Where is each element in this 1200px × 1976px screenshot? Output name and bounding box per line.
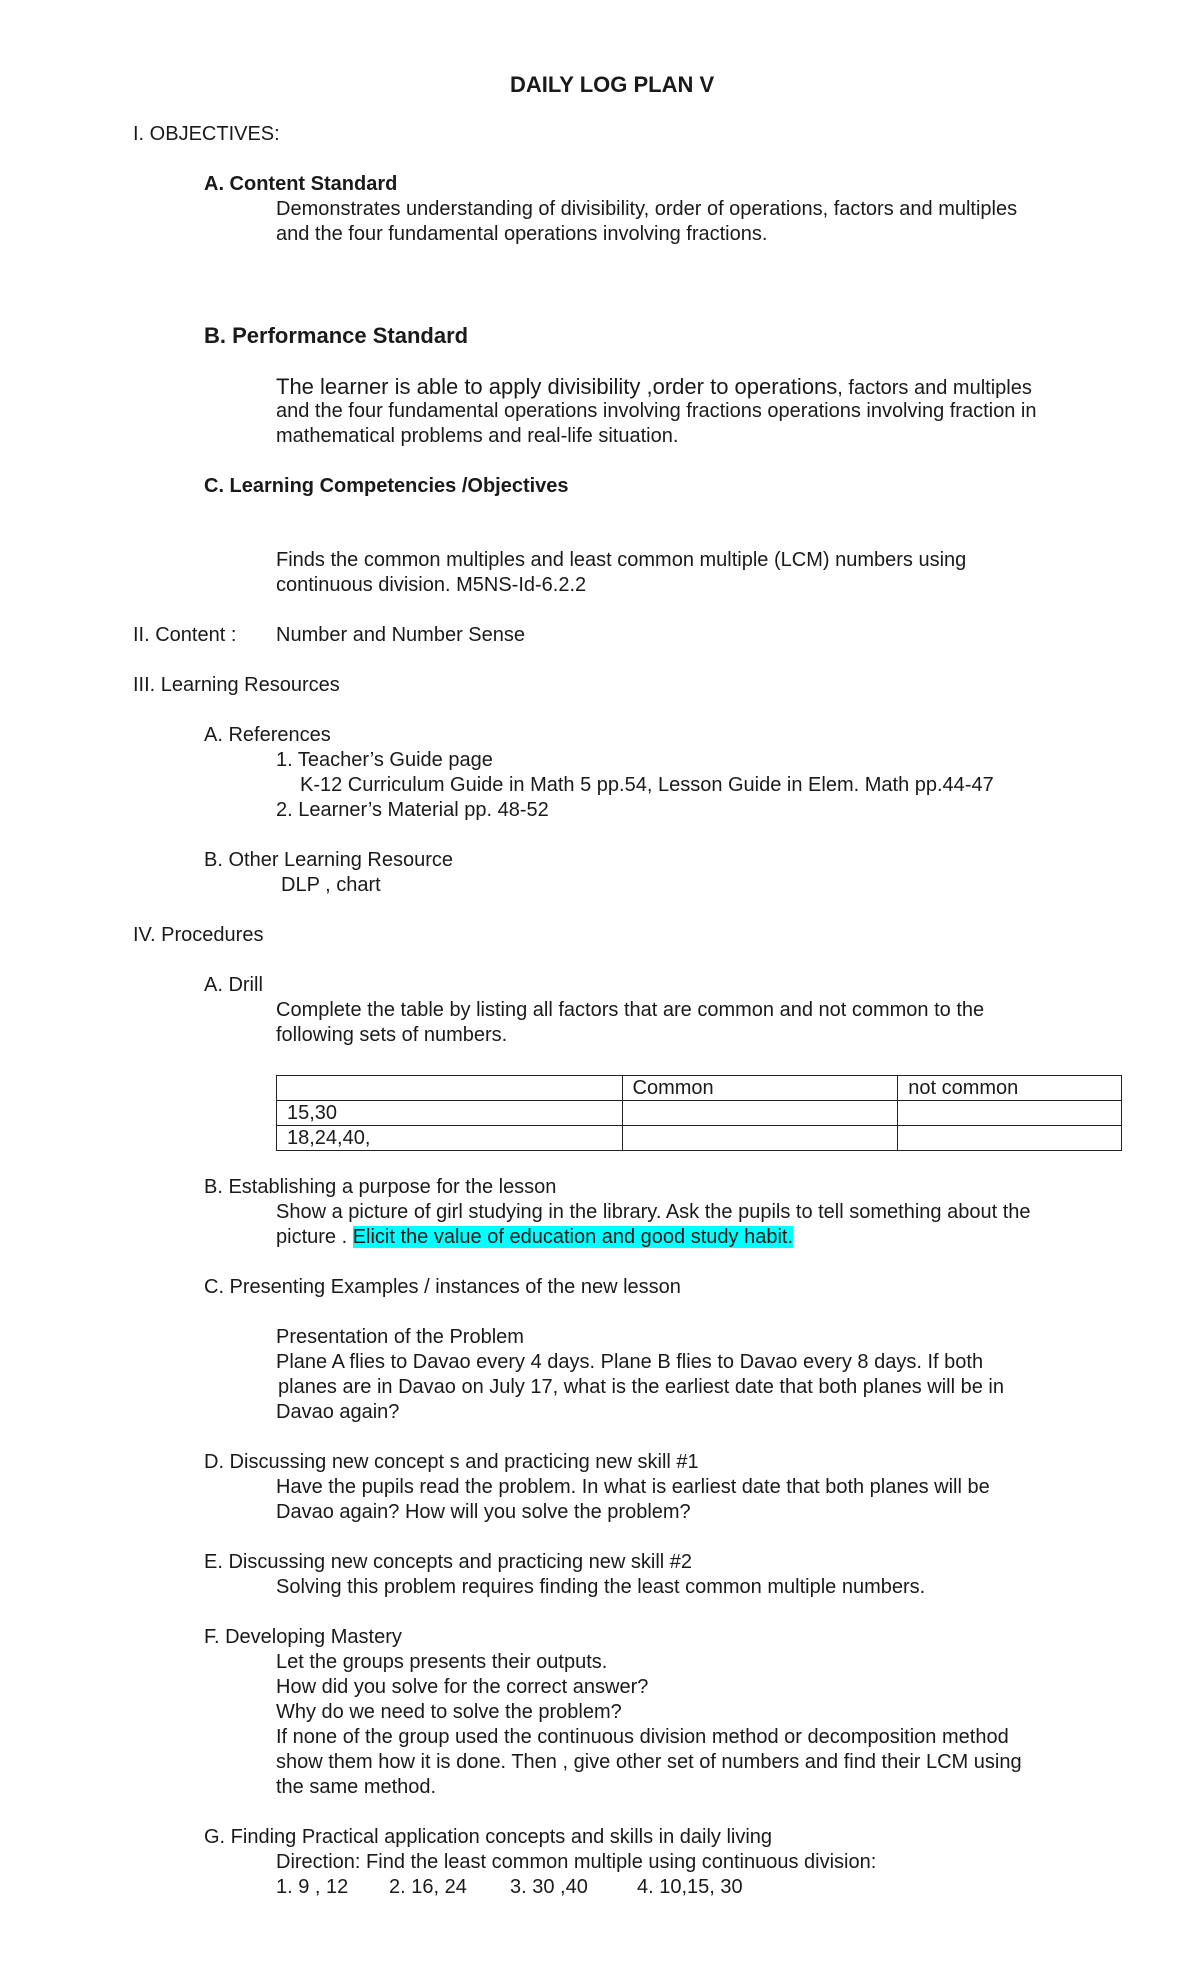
discussing1-line: Davao again? How will you solve the problem? (276, 1501, 691, 1523)
content-standard-line: Demonstrates understanding of divisibility, order of operations, factors and multiples (276, 198, 1018, 220)
other-resource-heading: B. Other Learning Resource (204, 849, 454, 871)
performance-standard-rest: , factors and multiples (837, 377, 1032, 399)
table-cell: 15,30 (277, 1101, 623, 1126)
drill-table (276, 1075, 1122, 1151)
application-item: 1. 9 , 12 (276, 1876, 349, 1898)
purpose-heading: B. Establishing a purpose for the lesson (204, 1176, 557, 1198)
examples-line: Davao again? (276, 1401, 400, 1423)
application-item: 3. 30 ,40 (510, 1876, 588, 1898)
drill-heading: A. Drill (204, 974, 263, 996)
application-item: 2. 16, 24 (389, 1876, 467, 1898)
mastery-line: show them how it is done. Then , give other set of numbers and find their LCM using (276, 1751, 1022, 1773)
performance-standard-emphasis: The learner is able to apply divisibility ,order to operations (276, 374, 838, 399)
page-title: DAILY LOG PLAN V (510, 72, 715, 97)
discussing1-heading: D. Discussing new concept s and practicing new skill #1 (204, 1451, 699, 1473)
table-header-cell (277, 1076, 623, 1101)
table-row (277, 1126, 1122, 1151)
performance-standard-line: mathematical problems and real-life situation. (276, 425, 679, 447)
mastery-line: How did you solve for the correct answer? (276, 1676, 649, 1698)
reference-detail: K-12 Curriculum Guide in Math 5 pp.54, Lesson Guide in Elem. Math pp.44-47 (300, 774, 994, 796)
competencies-heading: C. Learning Competencies /Objectives (204, 475, 569, 497)
reference-item: 1. Teacher’s Guide page (276, 749, 493, 771)
competencies-line: continuous division. M5NS-Id-6.2.2 (276, 574, 587, 596)
application-heading: G. Finding Practical application concepts and skills in daily living (204, 1826, 773, 1848)
objectives-heading: I. OBJECTIVES: (133, 123, 280, 145)
purpose-prefix: picture . (276, 1226, 353, 1248)
procedures-heading: IV. Procedures (133, 924, 264, 946)
mastery-line: Why do we need to solve the problem? (276, 1701, 622, 1723)
examples-line: planes are in Davao on July 17, what is the earliest date that both planes will be in (278, 1376, 1004, 1398)
other-resource-value: DLP , chart (281, 874, 381, 896)
discussing2-line: Solving this problem requires finding the least common multiple numbers. (276, 1576, 926, 1598)
table-cell (622, 1126, 898, 1151)
resources-heading: III. Learning Resources (133, 674, 340, 696)
table-row (277, 1101, 1122, 1126)
drill-line: following sets of numbers. (276, 1024, 508, 1046)
purpose-line (276, 1225, 793, 1250)
content-standard-heading: A. Content Standard (204, 173, 398, 195)
mastery-line: Let the groups presents their outputs. (276, 1651, 608, 1673)
highlighted-text: Elicit the value of education and good study habit. (352, 1226, 794, 1248)
performance-standard-line (276, 374, 1032, 401)
mastery-heading: F. Developing Mastery (204, 1626, 402, 1648)
application-item: 4. 10,15, 30 (637, 1876, 743, 1898)
table-header-cell: Common (622, 1076, 898, 1101)
performance-standard-heading: B. Performance Standard (204, 323, 469, 348)
references-heading: A. References (204, 724, 331, 746)
reference-item: 2. Learner’s Material pp. 48-52 (276, 799, 549, 821)
table-cell (898, 1126, 1122, 1151)
table-cell: 18,24,40, (277, 1126, 623, 1151)
content-label: II. Content : (133, 624, 237, 646)
mastery-line: If none of the group used the continuous division method or decomposition method (276, 1726, 1009, 1748)
content-value: Number and Number Sense (276, 624, 526, 646)
competencies-line: Finds the common multiples and least common multiple (LCM) numbers using (276, 549, 967, 571)
examples-heading: C. Presenting Examples / instances of the new lesson (204, 1276, 681, 1298)
table-header-row (277, 1076, 1122, 1101)
discussing1-line: Have the pupils read the problem. In what is earliest date that both planes will be (276, 1476, 990, 1498)
examples-subheading: Presentation of the Problem (276, 1326, 524, 1348)
examples-line: Plane A flies to Davao every 4 days. Plane B flies to Davao every 8 days. If both (276, 1351, 984, 1373)
application-direction: Direction: Find the least common multiple using continuous division: (276, 1851, 877, 1873)
purpose-line: Show a picture of girl studying in the library. Ask the pupils to tell something about the (276, 1201, 1031, 1223)
performance-standard-line: and the four fundamental operations involving fractions operations involving fraction in (276, 400, 1037, 422)
content-standard-line: and the four fundamental operations involving fractions. (276, 223, 768, 245)
table-cell (898, 1101, 1122, 1126)
table-header-cell: not common (898, 1076, 1122, 1101)
drill-line: Complete the table by listing all factors that are common and not common to the (276, 999, 985, 1021)
table-cell (622, 1101, 898, 1126)
mastery-line: the same method. (276, 1776, 437, 1798)
discussing2-heading: E. Discussing new concepts and practicing new skill #2 (204, 1551, 693, 1573)
